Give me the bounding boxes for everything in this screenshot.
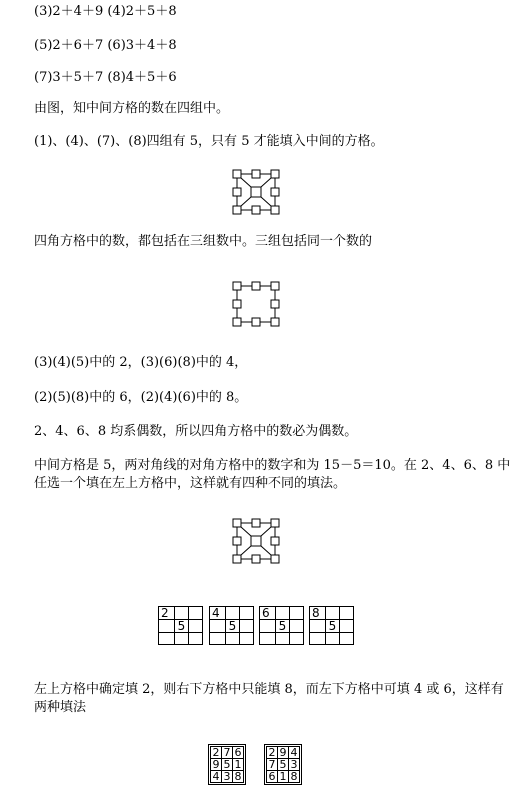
grid-cell: 5 [223, 758, 231, 771]
diagram-diagonals-2 [232, 518, 280, 564]
grid-cell: 5 [326, 620, 340, 633]
partial-grid-2 [209, 606, 254, 645]
grid-cell: 9 [212, 758, 220, 771]
grid-cell: 7 [268, 758, 276, 771]
text-paragraph-10: 中间方格是 5，两对角线的对角方格中的数字和为 15－5＝10。在 2、4、6、8 中任选一个填在左上方格中，这样就有四种不同的填法。 [34, 458, 511, 491]
text-line-6: 四角方格中的数，都包括在三组数中。三组包括同一个数的 [34, 234, 373, 249]
grid-cell: 4 [210, 607, 226, 620]
grid-cell: 1 [234, 758, 242, 771]
text-line-5: (1)、(4)、(7)、(8)四组有 5，只有 5 才能填入中间的方格。 [34, 134, 384, 149]
grid-cell: 3 [223, 770, 231, 783]
text-line-9: 2、4、6、8 均系偶数，所以四角方格中的数必为偶数。 [34, 424, 358, 439]
grid-cell: 3 [290, 758, 298, 771]
grid-cell: 6 [260, 607, 276, 620]
grid-cell: 6 [268, 770, 276, 783]
grid-cell: 2 [268, 746, 276, 759]
solution-grid-2 [264, 744, 302, 785]
grid-cell: 8 [310, 607, 326, 620]
partial-grid-4 [309, 606, 354, 645]
text-line-3: (7)3＋5＋7 (8)4＋5＋6 [34, 70, 177, 85]
grid-cell: 1 [279, 770, 287, 783]
diagram-ring [232, 281, 280, 327]
text-line-1: (3)2＋4＋9 (4)2＋5＋8 [34, 4, 177, 19]
grid-cell: 5 [175, 620, 189, 633]
grid-cell: 2 [212, 746, 220, 759]
grid-cell: 5 [226, 620, 240, 633]
solution-grid-1 [208, 744, 246, 785]
grid-cell: 6 [234, 746, 242, 759]
text-line-8: (2)(5)(8)中的 6，(2)(4)(6)中的 8。 [34, 390, 248, 405]
text-line-4: 由图，知中间方格的数在四组中。 [34, 101, 230, 116]
text-line-2: (5)2＋6＋7 (6)3＋4＋8 [34, 38, 177, 53]
grid-cell: 4 [290, 746, 298, 759]
grid-cell: 9 [279, 746, 287, 759]
diagram-diagonals [232, 169, 280, 215]
grid-cell: 2 [159, 607, 175, 620]
text-line-7: (3)(4)(5)中的 2，(3)(6)(8)中的 4， [34, 355, 248, 370]
partial-grid-1 [158, 606, 203, 645]
grid-cell: 8 [290, 770, 298, 783]
grid-cell: 4 [212, 770, 220, 783]
partial-grid-3 [259, 606, 304, 645]
grid-cell: 7 [223, 746, 231, 759]
text-paragraph-11: 左上方格中确定填 2，则右下方格中只能填 8，而左下方格中可填 4 或 6，这样有两种填法 [34, 682, 504, 715]
grid-cell: 5 [276, 620, 290, 633]
grid-cell: 8 [234, 770, 242, 783]
grid-cell: 5 [279, 758, 287, 771]
